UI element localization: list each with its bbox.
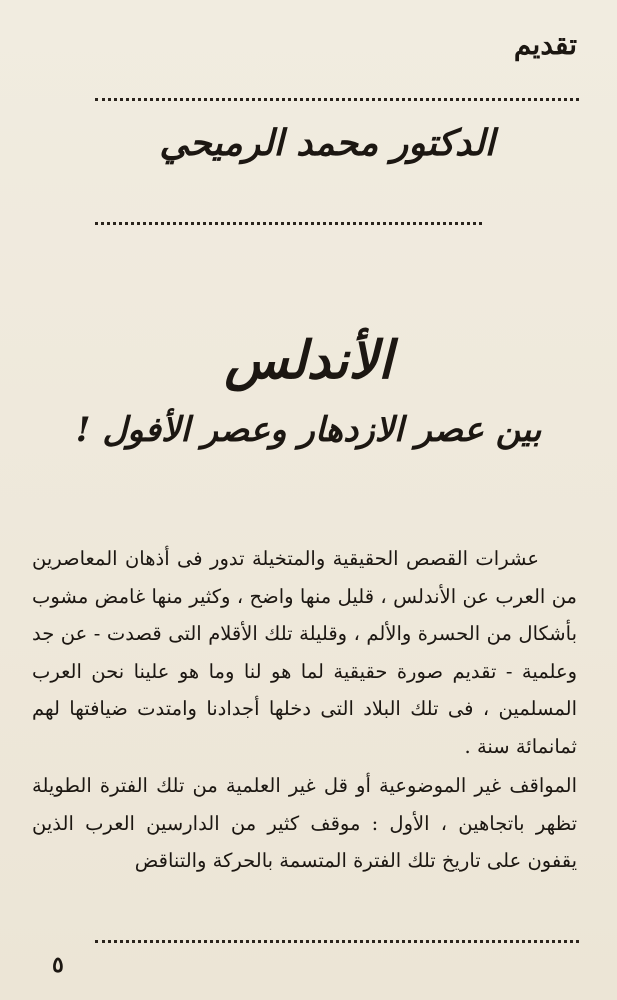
author-divider	[95, 222, 482, 225]
page-number: ٥	[52, 952, 64, 978]
body-text	[32, 540, 577, 880]
article-title: الأندلس	[224, 330, 393, 391]
section-header: تقديم	[513, 28, 577, 61]
paragraph: عشرات القصص الحقيقية والمتخيلة تدور فى أذهان المعاصرين من العرب عن الأندلس ، قليل منها واضح ، وكثير منها غامض مشوب بأشكال من الحسرة والألم ، وقليلة تلك الأقلام التى قصدت - عن جد وعلمية - تقديم صورة حقيقية لما هو لنا وما هو علينا نحن العرب المسلمين ، فى تلك البلاد التى دخلها أجدادنا وامتدت ضيافتها لهم ثمانمائة سنة .	[32, 547, 577, 758]
author-name: الدكتور محمد الرميحي	[159, 122, 495, 164]
top-divider	[95, 98, 579, 101]
bottom-divider	[95, 940, 579, 943]
paragraph: المواقف غير الموضوعية أو قل غير العلمية من تلك الفترة الطويلة تظهر باتجاهين ، الأول : موقف كثير من الدارسين العرب الذين يقفون على تاريخ تلك الفترة المتسمة بالحركة والتناقض	[32, 774, 577, 872]
article-subtitle: بين عصر الازدهار وعصر الأفول !	[75, 410, 542, 450]
